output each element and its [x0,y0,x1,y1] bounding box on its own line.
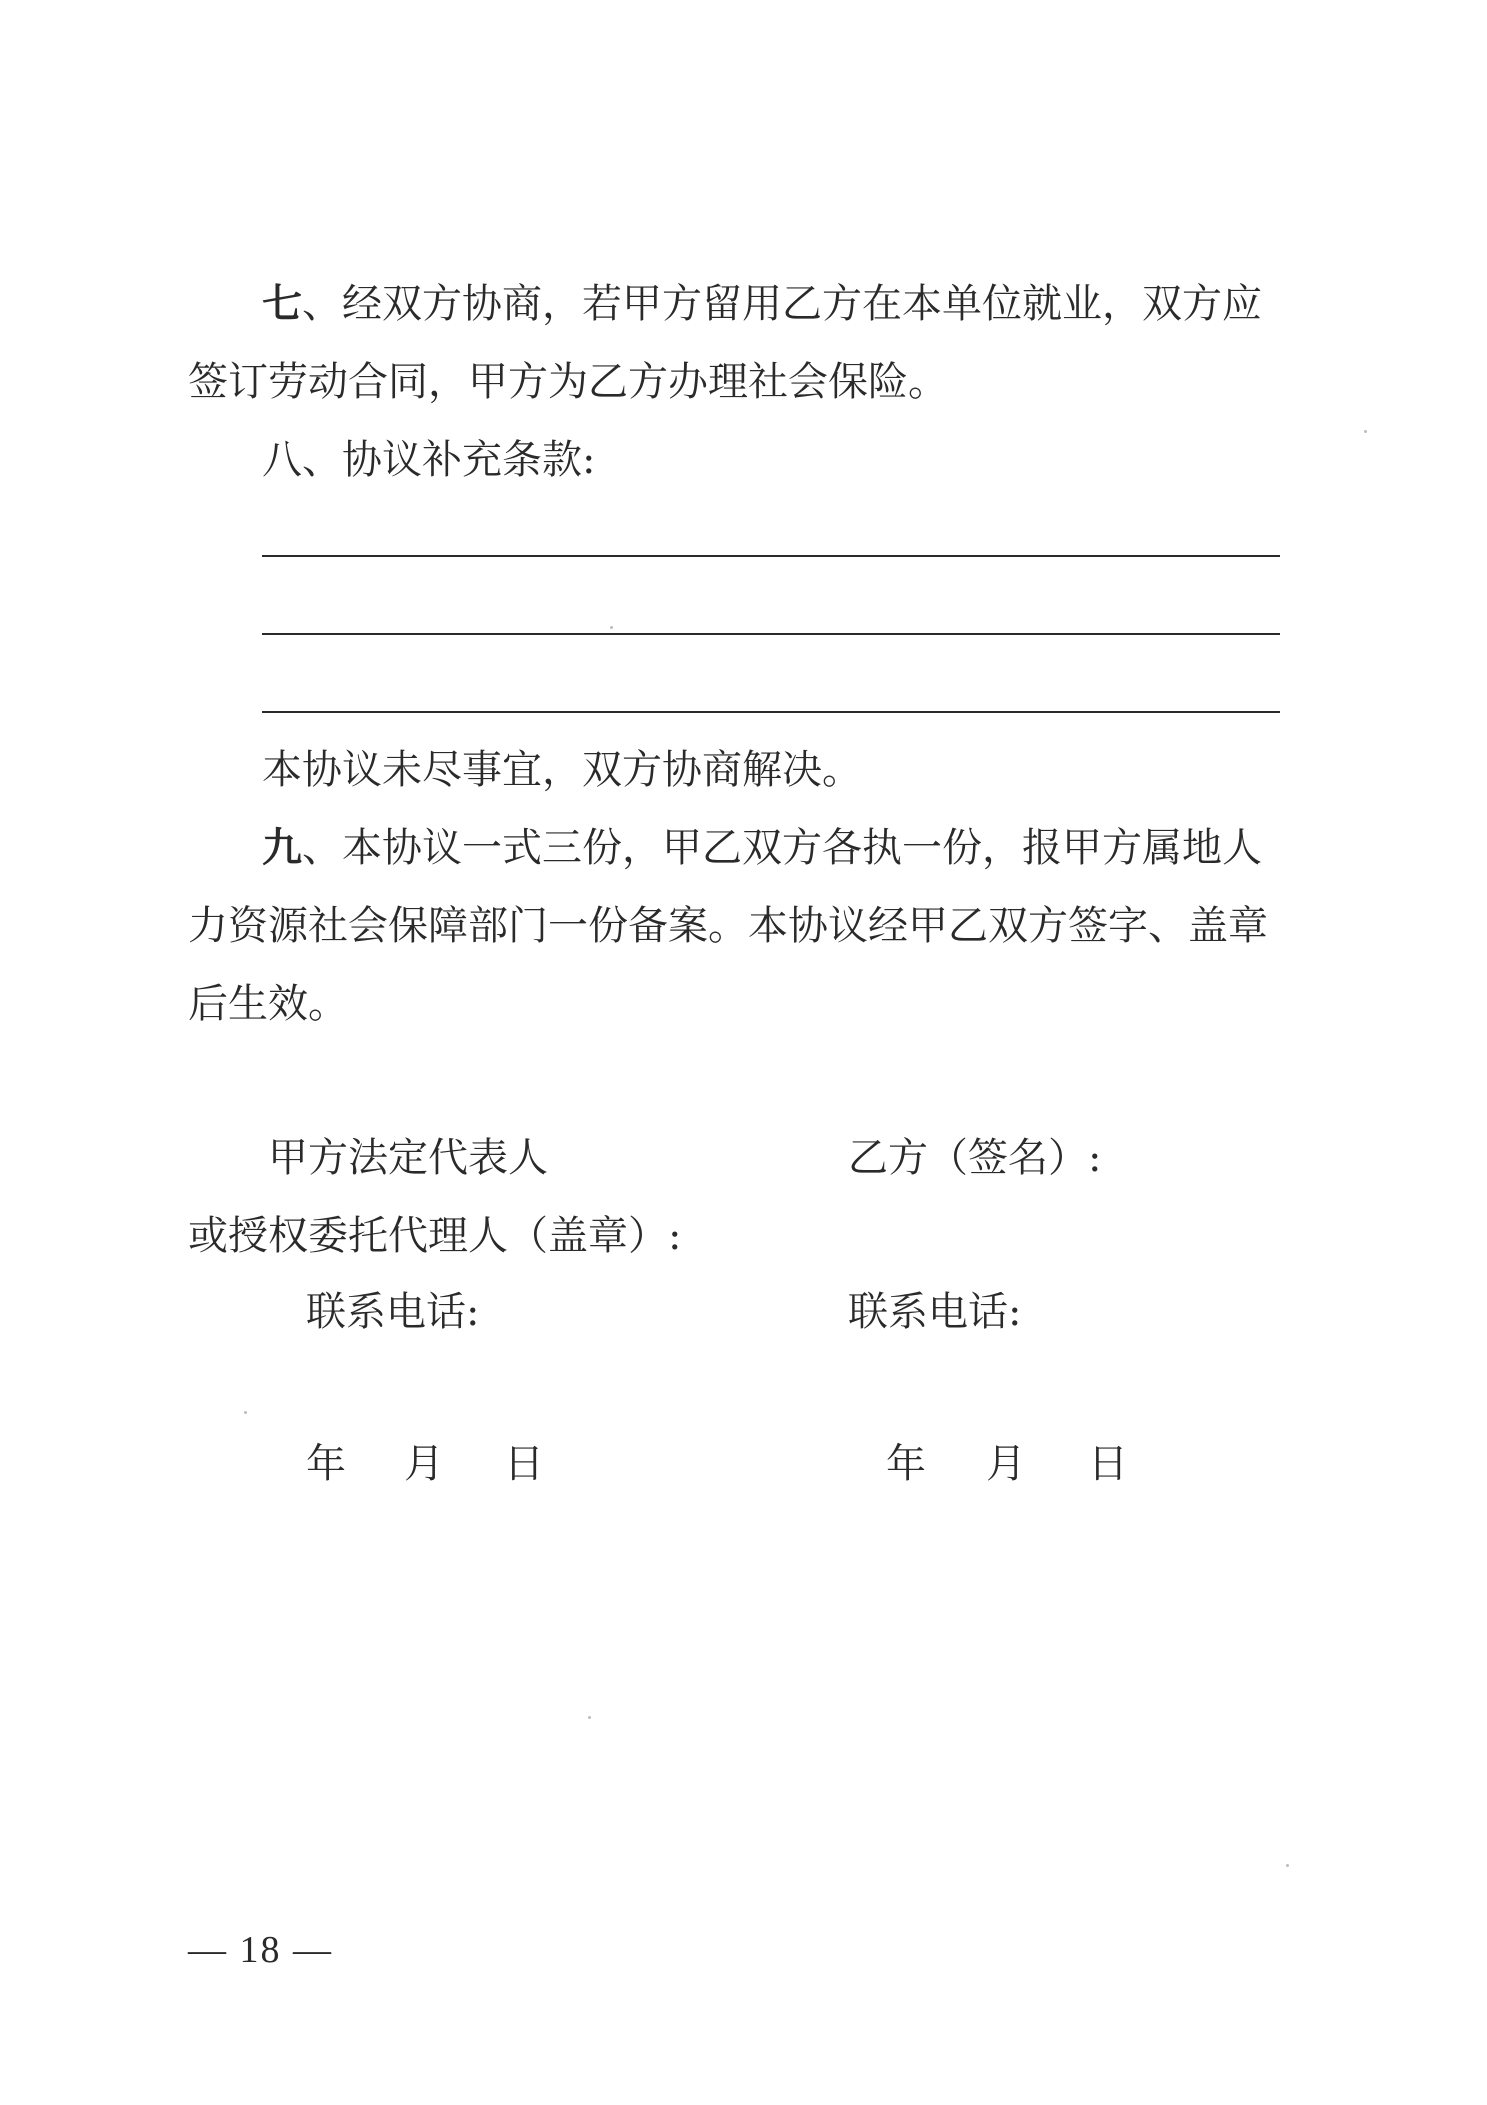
party-b-date-day: 日 [1088,1441,1128,1487]
fill-in-line-3 [262,711,1280,713]
party-a-representative-label: 甲方法定代表人 [268,1135,548,1181]
clause8-closing: 本协议未尽事宜，双方协商解决。 [262,747,862,793]
party-b-date-month: 月 [986,1441,1026,1487]
party-b-phone-label: 联系电话: [848,1289,1022,1335]
clause9-line2: 力资源社会保障部门一份备案。本协议经甲乙双方签字、盖章 [188,903,1268,949]
page-number: — 18 — [188,1929,333,1971]
fill-in-line-1 [262,555,1280,557]
clause9-number: 九 [262,825,302,871]
party-a-date-month: 月 [404,1441,444,1487]
clause8-heading: 八、协议补充条款: [262,437,596,483]
party-b-date-year: 年 [886,1441,926,1487]
clause7-line1 [262,281,1262,327]
scan-speck [610,626,613,629]
clause7-text: 、经双方协商，若甲方留用乙方在本单位就业，双方应 [302,281,1262,327]
clause9-line1 [262,825,1262,871]
scan-speck [1286,1864,1289,1867]
party-a-date-year: 年 [306,1441,346,1487]
party-b-signature-label: 乙方（签名）: [848,1135,1102,1181]
clause7-number: 七 [262,281,302,327]
party-a-phone-label: 联系电话: [306,1289,480,1335]
fill-in-line-2 [262,633,1280,635]
clause9-line3: 后生效。 [188,981,348,1027]
party-a-date-day: 日 [504,1441,544,1487]
party-a-agent-label: 或授权委托代理人（盖章）: [188,1213,682,1259]
scan-speck [1364,430,1367,433]
scan-speck [244,1411,247,1414]
scan-speck [588,1716,591,1719]
clause9-text: 、本协议一式三份，甲乙双方各执一份，报甲方属地人 [302,825,1262,871]
clause7-line2: 签订劳动合同，甲方为乙方办理社会保险。 [188,359,948,405]
